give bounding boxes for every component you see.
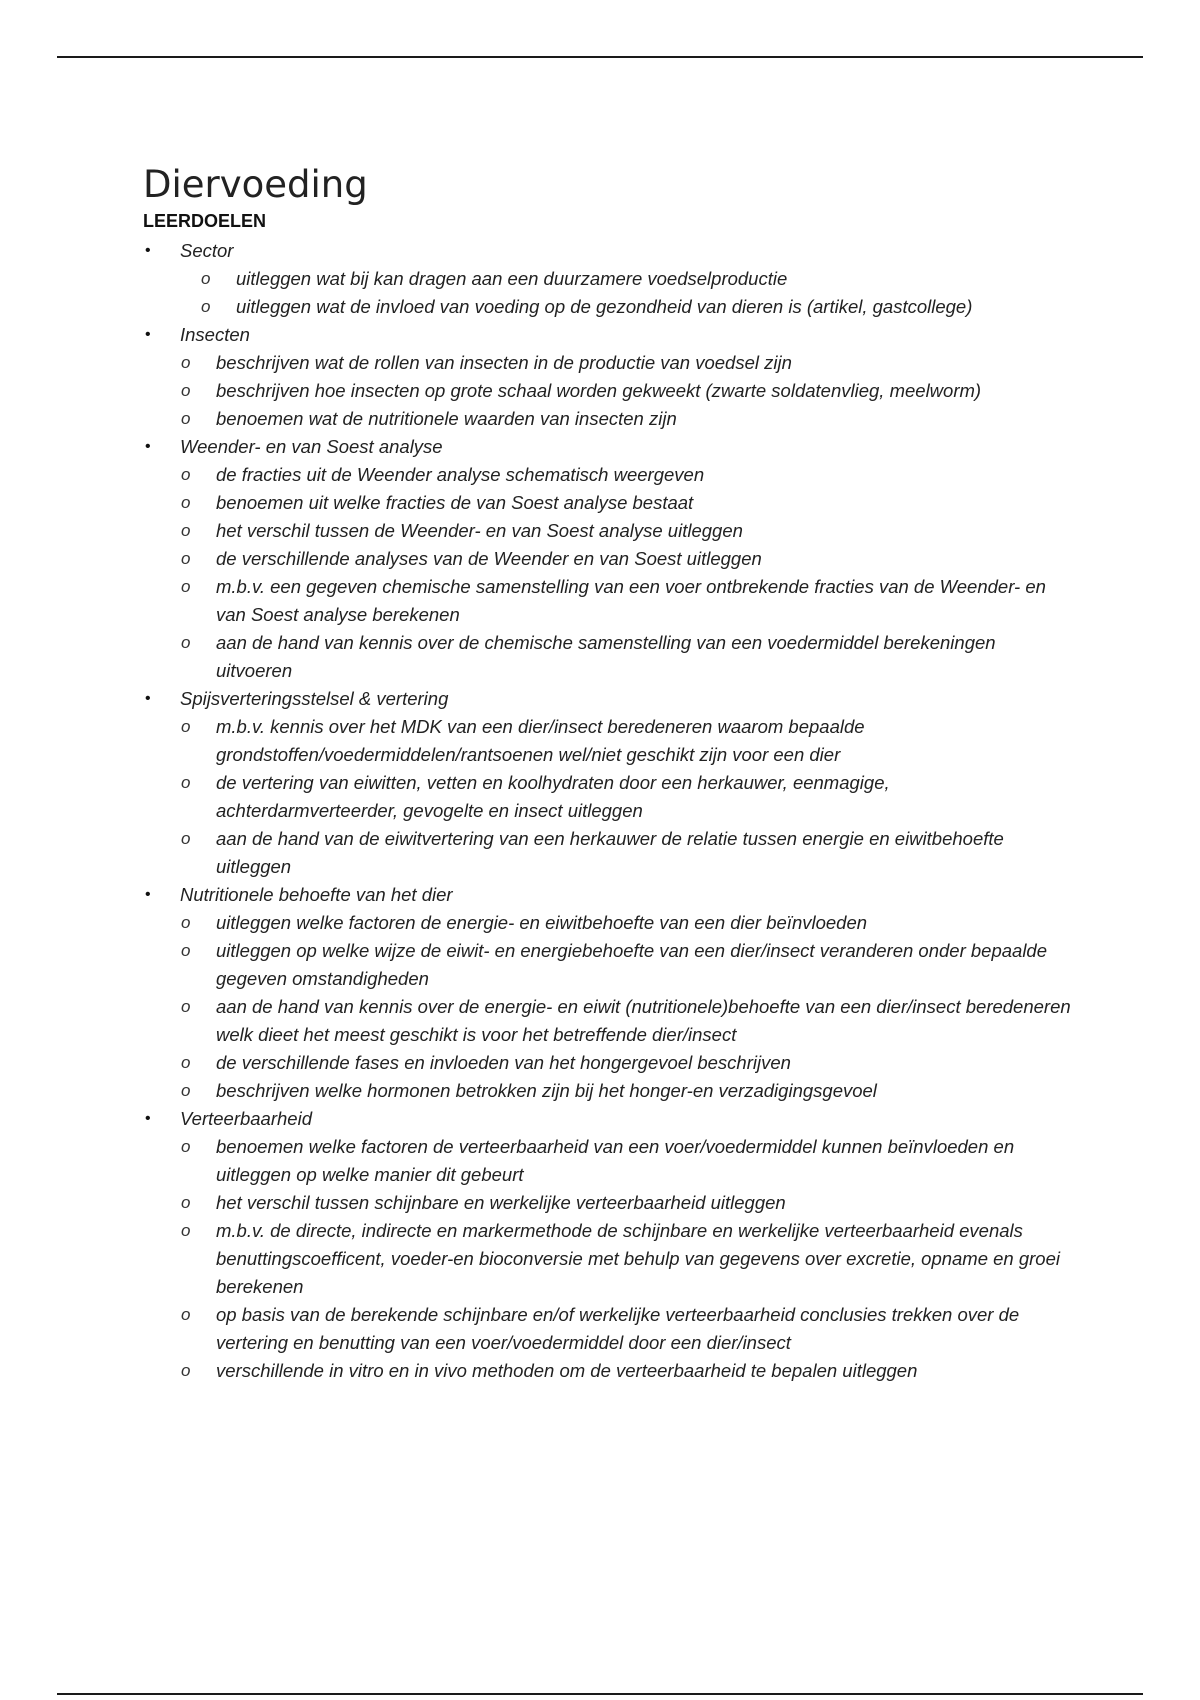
goal-item — [180, 993, 1073, 1049]
circle-bullet-icon: o — [181, 717, 191, 736]
circle-bullet-icon: o — [181, 409, 191, 428]
section-heading: LEERDOELEN — [143, 211, 267, 231]
goal-text: de vertering van eiwitten, vetten en koolhydraten door een herkauwer, eenmagige, achterdarmverteerder, gevogelte en insect uitleggen — [216, 772, 890, 821]
goal-item — [180, 1217, 1073, 1301]
goal-text: uitleggen welke factoren de energie- en eiwitbehoefte van een dier beïnvloeden — [216, 912, 868, 933]
goal-list — [180, 349, 1073, 433]
circle-bullet-icon: o — [181, 773, 191, 792]
circle-bullet-icon: o — [181, 1193, 191, 1212]
topic-item — [143, 685, 1073, 881]
learning-goals-list — [143, 237, 1073, 1385]
topic-item — [143, 1105, 1073, 1385]
goal-text: de verschillende fases en invloeden van het hongergevoel beschrijven — [216, 1052, 791, 1073]
circle-bullet-icon: o — [181, 1305, 191, 1324]
goal-list — [180, 265, 1073, 321]
goal-text: verschillende in vitro en in vivo methoden om de verteerbaarheid te bepalen uitleggen — [216, 1360, 918, 1381]
goal-item — [180, 349, 1073, 377]
goal-item — [180, 769, 1073, 825]
circle-bullet-icon: o — [181, 1053, 191, 1072]
circle-bullet-icon: o — [181, 1361, 191, 1380]
topic-label: Verteerbaarheid — [180, 1108, 312, 1129]
topic-item — [143, 881, 1073, 1105]
goal-text: beschrijven wat de rollen van insecten in de productie van voedsel zijn — [216, 352, 792, 373]
goal-item — [180, 489, 1073, 517]
goal-text: benoemen uit welke fracties de van Soest analyse bestaat — [216, 492, 694, 513]
header-rule — [57, 56, 1143, 58]
goal-item — [180, 573, 1073, 629]
goal-text: op basis van de berekende schijnbare en/of werkelijke verteerbaarheid conclusies trekken over de vertering en benutting van een voer/voedermiddel door een dier/insect — [216, 1304, 1020, 1353]
footer-rule — [57, 1693, 1143, 1695]
topic-item — [143, 321, 1073, 433]
bullet-icon: • — [145, 886, 151, 903]
goal-text: aan de hand van kennis over de chemische samenstelling van een voedermiddel berekeningen uitvoeren — [216, 632, 996, 681]
goal-list — [180, 713, 1073, 881]
bullet-icon: • — [145, 1110, 151, 1127]
circle-bullet-icon: o — [181, 493, 191, 512]
circle-bullet-icon: o — [181, 913, 191, 932]
topic-item — [143, 237, 1073, 321]
goal-list — [180, 909, 1073, 1105]
topic-label: Weender- en van Soest analyse — [180, 436, 443, 457]
circle-bullet-icon: o — [181, 353, 191, 372]
goal-text: het verschil tussen schijnbare en werkelijke verteerbaarheid uitleggen — [216, 1192, 786, 1213]
topic-label: Nutritionele behoefte van het dier — [180, 884, 453, 905]
goal-item — [180, 825, 1073, 881]
goal-item — [180, 1189, 1073, 1217]
goal-text: de verschillende analyses van de Weender en van Soest uitleggen — [216, 548, 762, 569]
goal-item — [180, 461, 1073, 489]
goal-item — [180, 1133, 1073, 1189]
goal-text: m.b.v. kennis over het MDK van een dier/insect beredeneren waarom bepaalde grondstoffen/voedermiddelen/rantsoenen wel/niet geschikt zijn voor een dier — [216, 716, 865, 765]
goal-text: uitleggen op welke wijze de eiwit- en energiebehoefte van een dier/insect veranderen onder bepaalde gegeven omstandigheden — [216, 940, 1048, 989]
goal-text: benoemen welke factoren de verteerbaarheid van een voer/voedermiddel kunnen beïnvloeden en uitleggen op welke manier dit gebeurt — [216, 1136, 1015, 1185]
goal-text: m.b.v. de directe, indirecte en markermethode de schijnbare en werkelijke verteerbaarheid evenals benuttingscoefficent, voeder-en bioconversie met behulp van gegevens over excretie, opname en groei berekenen — [216, 1220, 1060, 1297]
circle-bullet-icon: o — [181, 381, 191, 400]
circle-bullet-icon: o — [181, 465, 191, 484]
goal-item — [180, 713, 1073, 769]
circle-bullet-icon: o — [181, 549, 191, 568]
circle-bullet-icon: o — [181, 577, 191, 596]
bullet-icon: • — [145, 690, 151, 707]
topic-label: Sector — [180, 240, 234, 261]
goal-text: aan de hand van de eiwitvertering van een herkauwer de relatie tussen energie en eiwitbehoefte uitleggen — [216, 828, 1004, 877]
circle-bullet-icon: o — [181, 941, 191, 960]
goal-text: beschrijven hoe insecten op grote schaal worden gekweekt (zwarte soldatenvlieg, meelworm) — [216, 380, 982, 401]
goal-text: het verschil tussen de Weender- en van Soest analyse uitleggen — [216, 520, 743, 541]
goal-item — [180, 629, 1073, 685]
goal-item — [180, 1077, 1073, 1105]
circle-bullet-icon: o — [201, 297, 211, 316]
goal-item — [180, 405, 1073, 433]
circle-bullet-icon: o — [181, 1137, 191, 1156]
circle-bullet-icon: o — [181, 997, 191, 1016]
circle-bullet-icon: o — [201, 269, 211, 288]
goal-text: m.b.v. een gegeven chemische samenstelling van een voer ontbrekende fracties van de Weender- en van Soest analyse berekenen — [216, 576, 1046, 625]
goal-text: benoemen wat de nutritionele waarden van insecten zijn — [216, 408, 677, 429]
circle-bullet-icon: o — [181, 1081, 191, 1100]
goal-text: uitleggen wat de invloed van voeding op de gezondheid van dieren is (artikel, gastcollege) — [236, 296, 973, 317]
goal-item — [180, 545, 1073, 573]
page-title: Diervoeding — [143, 163, 368, 206]
goal-item — [180, 377, 1073, 405]
goal-item — [180, 909, 1073, 937]
circle-bullet-icon: o — [181, 829, 191, 848]
topic-item — [143, 433, 1073, 685]
goal-text: aan de hand van kennis over de energie- en eiwit (nutritionele)behoefte van een dier/insect beredeneren welk dieet het meest geschikt is voor het betreffende dier/insect — [216, 996, 1071, 1045]
goal-item — [180, 1357, 1073, 1385]
topic-label: Spijsverteringsstelsel & vertering — [180, 688, 449, 709]
goal-item — [180, 937, 1073, 993]
bullet-icon: • — [145, 438, 151, 455]
goal-item — [180, 1049, 1073, 1077]
topic-label: Insecten — [180, 324, 250, 345]
goal-list — [180, 1133, 1073, 1385]
bullet-icon: • — [145, 242, 151, 259]
goal-list — [180, 461, 1073, 685]
goal-item — [180, 293, 1073, 321]
goal-item — [180, 265, 1073, 293]
circle-bullet-icon: o — [181, 521, 191, 540]
goal-text: uitleggen wat bij kan dragen aan een duurzamere voedselproductie — [236, 268, 788, 289]
goal-item — [180, 517, 1073, 545]
document-body — [143, 162, 1073, 1385]
goal-text: de fracties uit de Weender analyse schematisch weergeven — [216, 464, 705, 485]
circle-bullet-icon: o — [181, 633, 191, 652]
goal-text: beschrijven welke hormonen betrokken zijn bij het honger-en verzadigingsgevoel — [216, 1080, 877, 1101]
goal-item — [180, 1301, 1073, 1357]
bullet-icon: • — [145, 326, 151, 343]
circle-bullet-icon: o — [181, 1221, 191, 1240]
